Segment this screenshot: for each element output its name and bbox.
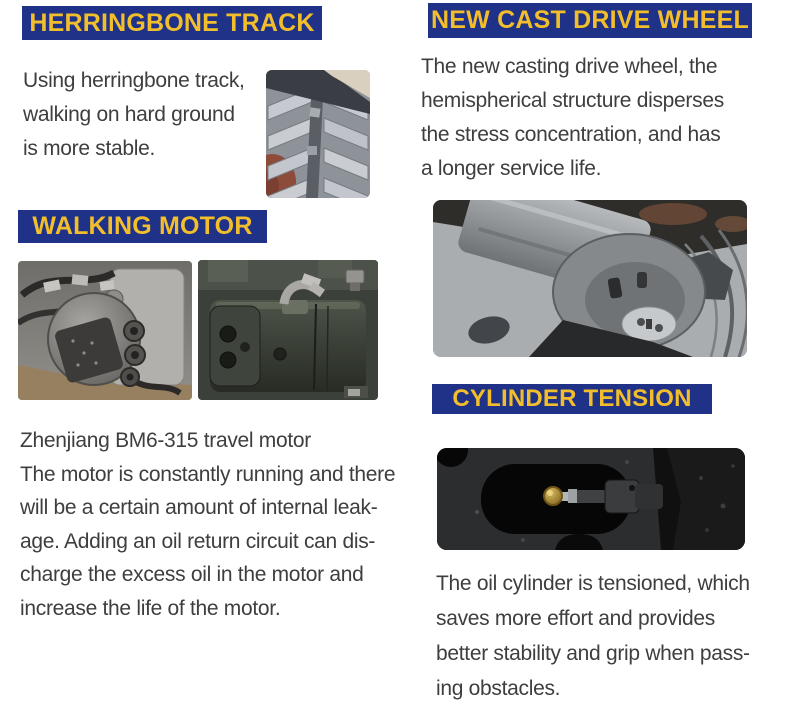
text-line: The new casting drive wheel, the xyxy=(421,55,718,78)
cast-drive-wheel-illustration xyxy=(433,200,747,357)
text-line: walking on hard ground xyxy=(23,103,235,126)
section-title-herringbone-track: HERRINGBONE TRACK xyxy=(22,6,322,40)
text-line: Using herringbone track, xyxy=(23,69,245,92)
travel-motor-illustration-right xyxy=(198,260,378,400)
text-line: better stability and grip when pass- xyxy=(436,642,750,665)
cylinder-tension-illustration xyxy=(437,448,745,550)
herringbone-track-image xyxy=(266,70,370,198)
text-line: Zhenjiang BM6-315 travel motor xyxy=(20,429,311,452)
text-line: saves more effort and provides xyxy=(436,607,715,630)
text-line: charge the excess oil in the motor and xyxy=(20,563,364,586)
text-line: the stress concentration, and has xyxy=(421,123,721,146)
text-line: is more stable. xyxy=(23,137,156,160)
text-line: increase the life of the motor. xyxy=(20,596,281,620)
text-line: hemispherical structure disperses xyxy=(421,89,724,112)
section-title-new-cast-drive-wheel: NEW CAST DRIVE WHEEL xyxy=(428,3,752,38)
herringbone-track-description xyxy=(23,64,245,166)
travel-motor-image-right xyxy=(198,260,378,400)
section-title-walking-motor: WALKING MOTOR xyxy=(18,210,267,243)
text-line: ing obstacles. xyxy=(436,677,561,700)
drive-wheel-description xyxy=(421,50,724,186)
text-line: will be a certain amount of internal leak- xyxy=(20,496,378,519)
travel-motor-illustration-left xyxy=(18,261,192,400)
travel-motor-image-left xyxy=(18,261,192,400)
cast-drive-wheel-image xyxy=(433,200,747,357)
text-line: age. Adding an oil return circuit can dis- xyxy=(20,529,376,553)
section-title-cylinder-tension: CYLINDER TENSION xyxy=(432,384,712,414)
walking-motor-description xyxy=(20,424,395,625)
text-line: The oil cylinder is tensioned, which xyxy=(436,572,750,595)
text-line: a longer service life. xyxy=(421,157,602,180)
text-line: The motor is constantly running and there xyxy=(20,462,396,486)
cylinder-tension-description xyxy=(436,566,750,706)
herringbone-track-illustration xyxy=(266,70,370,198)
cylinder-tension-image xyxy=(437,448,745,550)
